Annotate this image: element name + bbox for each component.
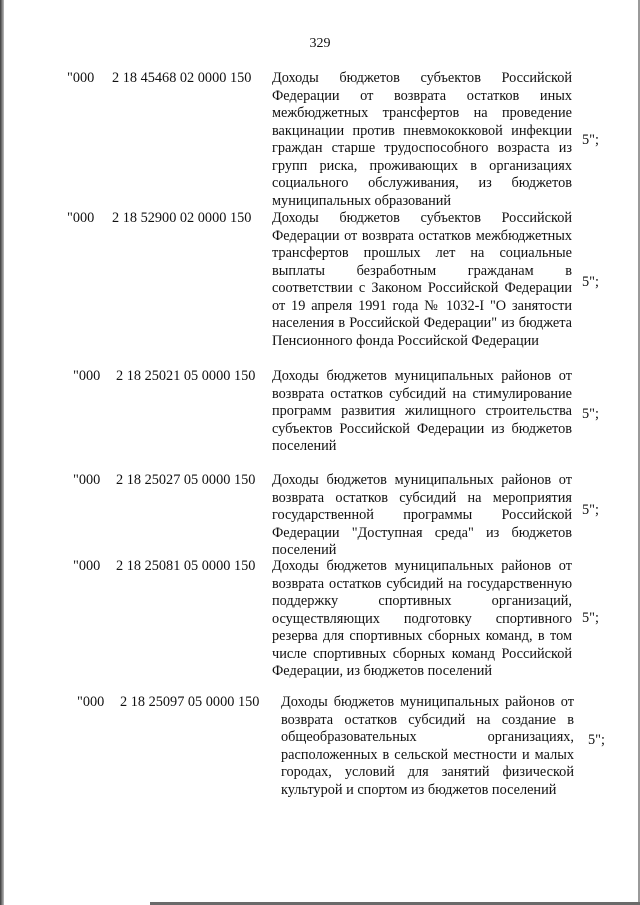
entry-suffix: 5";: [588, 732, 605, 748]
entry-description: Доходы бюджетов муниципальных районов от возврата остатков субсидий на стимулирование программ развития жилищного строительства субъектов Российской Федерации из бюджетов поселений: [272, 368, 572, 454]
budget-classification-code: 2 18 25021 05 0000 150: [116, 368, 256, 384]
budget-classification-code: 2 18 25081 05 0000 150: [116, 558, 256, 574]
entry-description: Доходы бюджетов муниципальных районов от возврата остатков субсидий на создание в общеобразовательных организациях, расположенных в сельской местности и малых городах, условий для занятий физической культурой и спортом из бюджетов поселений: [281, 694, 574, 798]
entry-prefix: "000: [67, 70, 95, 86]
entry-prefix: "000: [73, 368, 101, 384]
budget-classification-code: 2 18 25027 05 0000 150: [116, 472, 256, 488]
budget-classification-code: 2 18 25097 05 0000 150: [120, 694, 260, 710]
entry-suffix: 5";: [582, 610, 599, 626]
entry-description: Доходы бюджетов субъектов Российской Федерации от возврата остатков межбюджетных трансфертов прошлых лет на социальные выплаты безработным гражданам в соответствии с Законом Российской Федерации от 19 апреля 1991 года № 1032-I "О занятости населения в Российской Федерации" из бюджета Пенсионного фонда Российской Федерации: [272, 210, 572, 349]
entry-suffix: 5";: [582, 132, 599, 148]
budget-classification-code: 2 18 52900 02 0000 150: [112, 210, 252, 226]
scan-left-edge: [0, 0, 4, 905]
entry-description: Доходы бюджетов муниципальных районов от возврата остатков субсидий на государственную поддержку спортивных организаций, осуществляющих подготовку спортивного резерва для спортивных сборных команд, в том числе спортивных сборных команд Российской Федерации, из бюджетов поселений: [272, 558, 572, 679]
entry-prefix: "000: [73, 472, 101, 488]
entry-description: Доходы бюджетов муниципальных районов от возврата остатков субсидий на мероприятия государственной программы Российской Федерации "Доступная среда" из бюджетов поселений: [272, 472, 572, 558]
entry-suffix: 5";: [582, 274, 599, 290]
budget-classification-code: 2 18 45468 02 0000 150: [112, 70, 252, 86]
entry-suffix: 5";: [582, 502, 599, 518]
entry-prefix: "000: [67, 210, 95, 226]
entry-suffix: 5";: [582, 406, 599, 422]
entry-description: Доходы бюджетов субъектов Российской Федерации от возврата остатков иных межбюджетных трансфертов на проведение вакцинации против пневмококковой инфекции граждан старше трудоспособного возраста из групп риска, проживающих в организациях социального обслуживания, из бюджетов муниципальных образований: [272, 70, 572, 209]
page-number: 329: [309, 36, 331, 51]
entry-prefix: "000: [73, 558, 101, 574]
entry-prefix: "000: [77, 694, 105, 710]
